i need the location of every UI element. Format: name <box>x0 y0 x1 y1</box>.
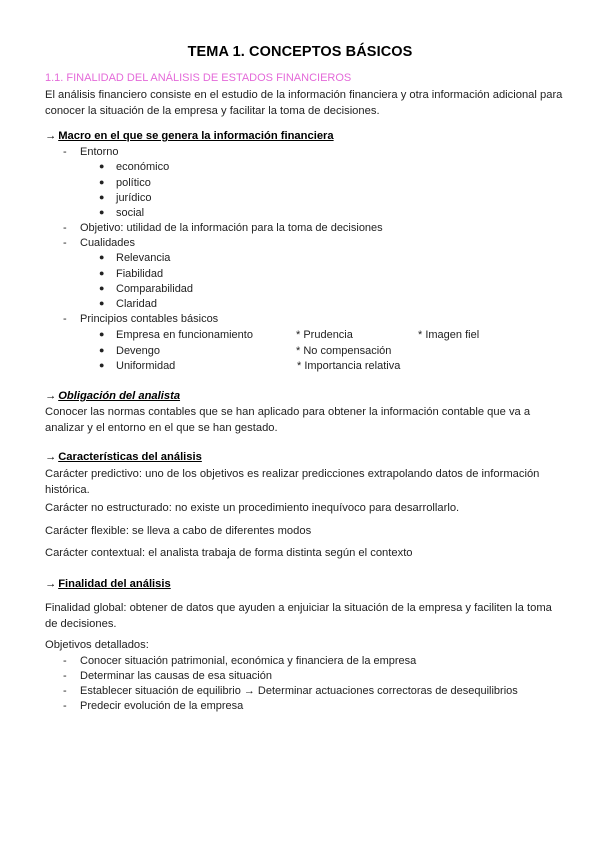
list-item-label: Devengo <box>116 345 161 357</box>
dash-icon: - <box>63 237 67 249</box>
list-item <box>99 329 253 341</box>
arrow-icon: → <box>45 130 57 142</box>
list-item <box>99 207 144 219</box>
principio-importancia-relativa: * Importancia relativa <box>297 360 401 372</box>
caracteristicas-heading <box>45 451 202 463</box>
macro-heading <box>45 130 334 142</box>
arrow-icon: → <box>45 390 57 402</box>
dash-icon: - <box>63 670 67 682</box>
list-item-label: Comparabilidad <box>116 283 194 295</box>
list-item-entorno <box>63 146 119 158</box>
dash-icon: - <box>63 146 67 158</box>
obligacion-heading <box>45 390 180 402</box>
list-item <box>99 252 170 264</box>
bullet-icon: ● <box>99 360 105 370</box>
dash-icon: - <box>63 222 67 234</box>
list-item <box>63 670 272 682</box>
list-item-principios <box>63 313 218 325</box>
list-item-objetivo <box>63 222 383 234</box>
finalidad-global: Finalidad global: obtener de datos que ayuden a enjuiciar la situación de la empresa y faciliten la toma de decisiones. <box>45 602 552 630</box>
principio-no-compensacion: * No compensación <box>296 345 392 357</box>
list-item-label: Claridad <box>116 298 157 310</box>
list-item <box>99 283 193 295</box>
bullet-icon: ● <box>99 177 105 187</box>
dash-icon: - <box>63 313 67 325</box>
dash-icon: - <box>63 655 67 667</box>
list-item-label: Entorno <box>80 146 119 158</box>
list-item-label: Uniformidad <box>116 360 176 372</box>
document-title: TEMA 1. CONCEPTOS BÁSICOS <box>187 44 413 60</box>
principio-imagen-fiel: * Imagen fiel <box>418 329 480 341</box>
intro-paragraph: El análisis financiero consiste en el estudio de la información financiera y otra información adicional para conocer la situación de la empresa y facilitar la toma de decisiones. <box>45 89 563 117</box>
bullet-icon: ● <box>99 283 105 293</box>
caracteristicas-heading-label: Características del análisis <box>58 451 202 463</box>
caracter-contextual: Carácter contextual: el analista trabaja de forma distinta según el contexto <box>45 547 413 559</box>
list-item <box>99 161 169 173</box>
dash-icon: - <box>63 700 67 712</box>
section-subtitle: 1.1. FINALIDAD DEL ANÁLISIS DE ESTADOS FINANCIEROS <box>45 72 352 84</box>
list-item <box>99 192 151 204</box>
list-item <box>99 345 160 357</box>
principio-prudencia: * Prudencia <box>296 329 353 341</box>
list-item <box>63 685 518 697</box>
bullet-icon: ● <box>99 161 105 171</box>
list-item-label: Objetivo: utilidad de la información para la toma de decisiones <box>80 222 383 234</box>
list-item-label: Cualidades <box>80 237 136 249</box>
list-item <box>63 700 243 712</box>
list-item-label: Empresa en funcionamiento <box>116 329 253 341</box>
list-item-label: social <box>116 207 145 219</box>
list-item-label: político <box>116 177 151 189</box>
list-item <box>99 177 151 189</box>
caracter-flexible: Carácter flexible: se lleva a cabo de diferentes modos <box>45 525 312 537</box>
list-item <box>63 655 416 667</box>
arrow-icon: → <box>45 451 57 463</box>
list-item-label: Establecer situación de equilibrio → Determinar actuaciones correctoras de desequilibrios <box>80 685 518 697</box>
list-item-label: Fiabilidad <box>116 268 164 280</box>
bullet-icon: ● <box>99 298 105 308</box>
caracter-predictivo: Carácter predictivo: uno de los objetivos es realizar predicciones extrapolando datos de información histórica. <box>45 468 540 496</box>
caracter-no-estructurado: Carácter no estructurado: no existe un procedimiento inequívoco para desarrollarlo. <box>45 502 460 514</box>
objetivos-label: Objetivos detallados: <box>45 639 149 651</box>
list-item-label: Conocer situación patrimonial, económica y financiera de la empresa <box>80 655 417 667</box>
macro-heading-label: Macro en el que se genera la información financiera <box>58 130 334 142</box>
list-item-label: jurídico <box>116 192 152 204</box>
bullet-icon: ● <box>99 345 105 355</box>
bullet-icon: ● <box>99 252 105 262</box>
finalidad-heading <box>45 578 171 590</box>
bullet-icon: ● <box>99 192 105 202</box>
list-item-label: Determinar las causas de esa situación <box>80 670 272 682</box>
list-item-label: Predecir evolución de la empresa <box>80 700 244 712</box>
obligacion-paragraph: Conocer las normas contables que se han aplicado para obtener la información contable que va a analizar y el entorno en el que se han gestado. <box>45 406 531 434</box>
list-item <box>99 360 175 372</box>
arrow-icon: → <box>45 578 57 590</box>
list-item-label: Relevancia <box>116 252 171 264</box>
list-item-label: Principios contables básicos <box>80 313 219 325</box>
list-item <box>99 298 157 310</box>
dash-icon: - <box>63 685 67 697</box>
bullet-icon: ● <box>99 207 105 217</box>
bullet-icon: ● <box>99 329 105 339</box>
obligacion-heading-label: Obligación del analista <box>58 390 181 402</box>
list-item-cualidades <box>63 237 135 249</box>
bullet-icon: ● <box>99 268 105 278</box>
list-item-label: económico <box>116 161 170 173</box>
finalidad-heading-label: Finalidad del análisis <box>58 578 171 590</box>
list-item <box>99 268 163 280</box>
